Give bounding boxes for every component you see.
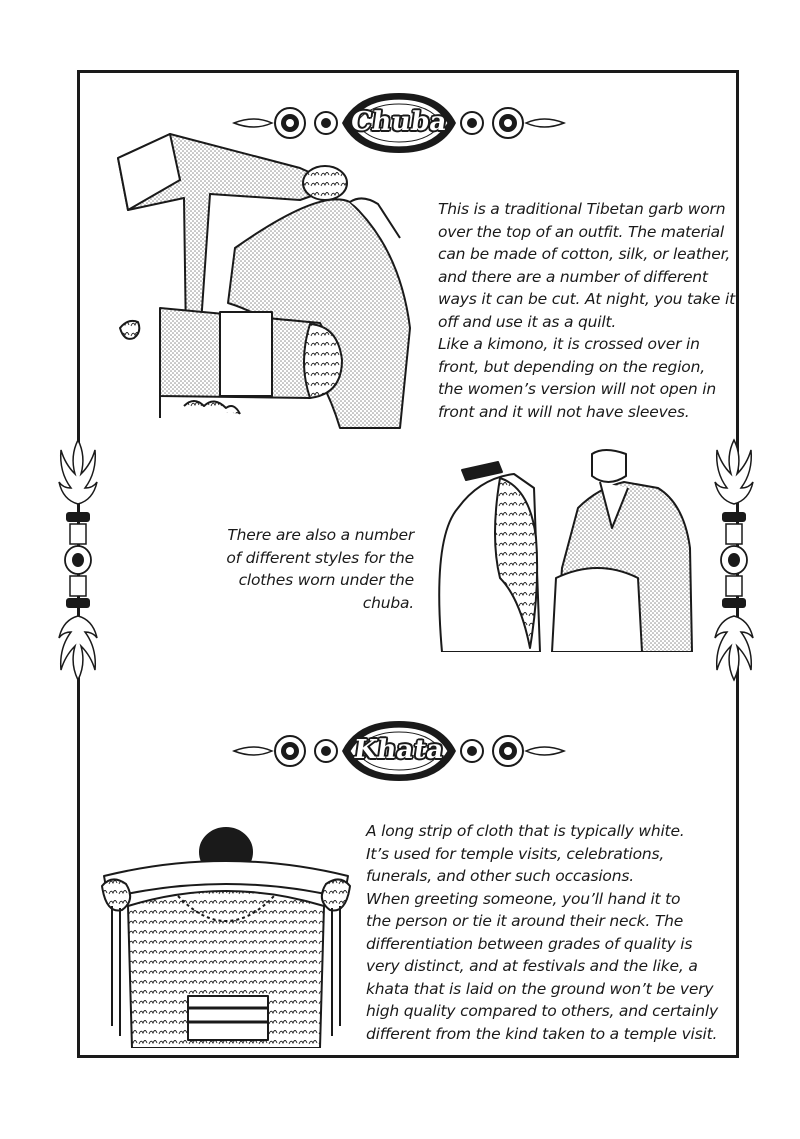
- chuba-title: Chuba: [348, 106, 450, 137]
- khata-illustration: [98, 826, 354, 1048]
- khata-description: A long strip of cloth that is typically white. It’s used for temple visits, celebrations, funerals, and other such occasions. When greeting someone, you’ll hand it to the person or tie it around their neck. The differentiation between grades of quality is very distinct, and at festivals and the like, a khata that is laid on the ground won’t be very high quality compared to others, and certainly different from the kind taken to a temple visit.: [366, 822, 719, 1043]
- khata-title-banner: [232, 716, 566, 786]
- undergarment-illustration: [428, 448, 698, 652]
- vajra-icon: [56, 436, 100, 684]
- chuba-sleeve-illustration: [100, 128, 420, 430]
- chuba-description: This is a traditional Tibetan garb worn over the top of an outfit. The material can be made of cotton, silk, or leather, and there are a number of different ways it can be cut. At night, you take it off and use it as a quilt. Like a kimono, it is crossed over in front, but depending on the region, the women’s version will not open in front and it will not have sleeves.: [438, 200, 735, 421]
- vajra-icon: [712, 436, 756, 684]
- khata-title: Khata: [352, 734, 446, 765]
- chuba-undergarment-note: There are also a number of different styles for the clothes worn under the chuba.: [226, 526, 414, 612]
